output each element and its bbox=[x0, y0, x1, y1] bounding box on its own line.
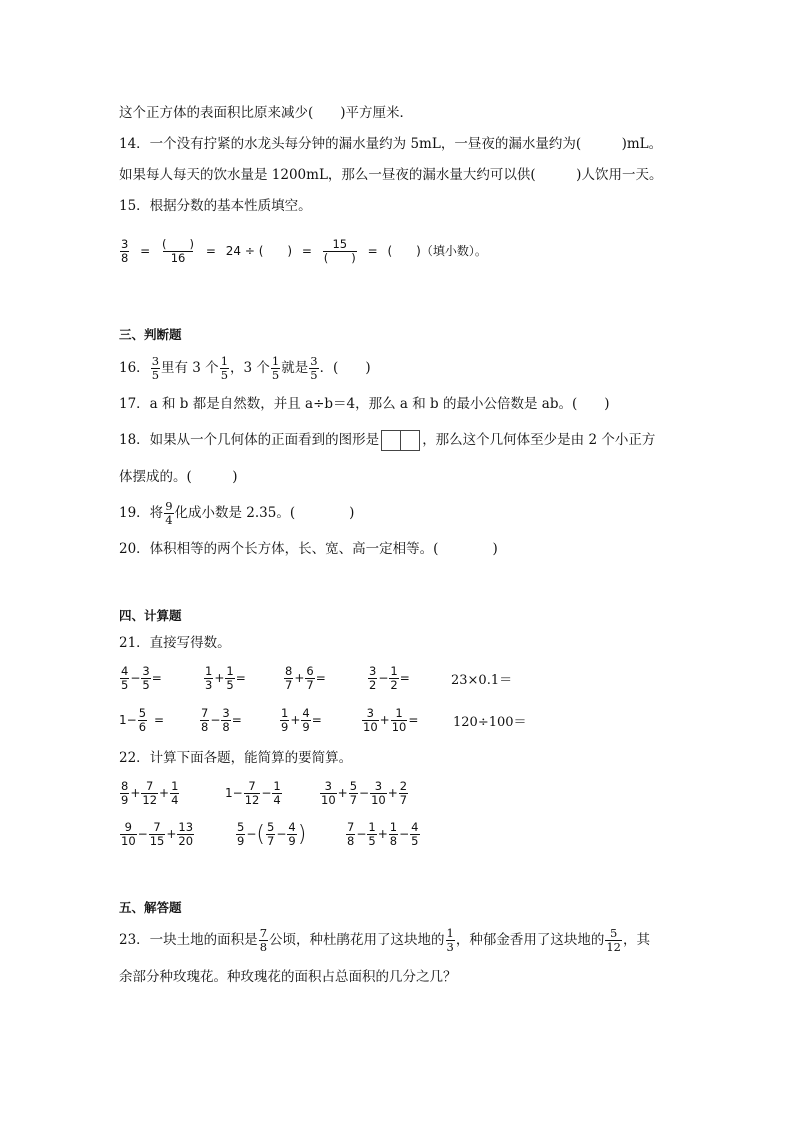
right-paren: ) bbox=[297, 821, 307, 847]
fraction: $\frac{7}{8}$ bbox=[259, 926, 268, 954]
decimal-blank: ( )（填小数）。 bbox=[387, 244, 487, 258]
question-18-line-1: 18．如果从一个几何体的正面看到的图形是 ，那么这个几何体至少是由 2 个小正方 bbox=[119, 429, 655, 451]
question-15-prompt: 15．根据分数的基本性质填空。 bbox=[119, 198, 312, 214]
question-23-line-1: 23．一块土地的面积是 $\frac{7}{8}$ 公顷，种杜鹃花用了这块地的 $\frac{1}{3}$ ，种郁金香用了这块地的 $\frac{5}{12}$ ，其 bbox=[119, 926, 650, 954]
fraction: $\frac{( )}{16}$ bbox=[162, 237, 195, 265]
question-15-equation bbox=[119, 232, 487, 270]
fraction: $\frac{1}{5}$ bbox=[271, 354, 280, 382]
section-title-judgment: 三、判断题 bbox=[119, 327, 182, 342]
fraction: $\frac{1}{5}$ bbox=[220, 354, 229, 382]
q21-expr: $\frac{3}{2}$ − $\frac{1}{2}$ = bbox=[369, 663, 410, 692]
q21-expr: $\frac{3}{10}$ + $\frac{1}{10}$ = bbox=[363, 705, 419, 734]
question-23-line-2: 余部分种玫瑰花。种玫瑰花的面积占总面积的几分之几？ bbox=[119, 969, 457, 985]
two-squares-figure-icon bbox=[381, 430, 420, 451]
question-18-line-2: 体摆成的。( ) bbox=[119, 469, 238, 485]
fraction: $\frac{1}{3}$ bbox=[446, 926, 454, 954]
question-14-line-1: 14．一个没有拧紧的水龙头每分钟的漏水量约为 5mL，一昼夜的漏水量约为( )mL。 bbox=[119, 136, 663, 152]
q21-expr: $\frac{8}{7}$ + $\frac{6}{7}$ = bbox=[285, 663, 326, 692]
question-20: 20．体积相等的两个长方体，长、宽、高一定相等。( ) bbox=[119, 541, 498, 557]
question-21-prompt: 21．直接写得数。 bbox=[119, 635, 231, 651]
equals-sign: = bbox=[205, 244, 216, 258]
question-13-tail: 这个正方体的表面积比原来减少( )平方厘米． bbox=[119, 105, 414, 121]
question-19: 19．将 $\frac{9}{4}$ 化成小数是 2.35。( ) bbox=[119, 499, 355, 527]
fraction: $\frac{3}{5}$ bbox=[310, 354, 318, 382]
q21-expr: $\frac{4}{5}$ − $\frac{3}{5}$ = bbox=[121, 663, 162, 692]
q22-expr: 1− $\frac{7}{12}$ − $\frac{1}{4}$ bbox=[225, 778, 281, 807]
section-title-solutions: 五、解答题 bbox=[119, 900, 182, 915]
q21-expr: 23×0.1＝ bbox=[451, 672, 513, 688]
fraction: $\frac{3}{5}$ bbox=[151, 354, 160, 382]
fraction: $\frac{5}{12}$ bbox=[606, 926, 621, 954]
section-title-calculation: 四、计算题 bbox=[119, 608, 182, 623]
q22-expr: $\frac{3}{10}$ + $\frac{5}{7}$ − $\frac{3}{10}$ + $\frac{2}{7}$ bbox=[321, 778, 408, 807]
question-16: 16． $\frac{3}{5}$ 里有 3 个 $\frac{1}{5}$ ，3 个 $\frac{1}{5}$ 就是 $\frac{3}{5}$ ．( ) bbox=[119, 354, 371, 382]
q22-expr: $\frac{8}{9}$ + $\frac{7}{12}$ + $\frac{1}{4}$ bbox=[121, 778, 179, 807]
question-17: 17．a 和 b 都是自然数，并且 a÷b＝4，那么 a 和 b 的最小公倍数是 ab。( ) bbox=[119, 396, 610, 412]
left-paren: ( bbox=[256, 821, 265, 847]
equals-sign: = bbox=[140, 244, 151, 258]
q21-expr: $\frac{1}{3}$ + $\frac{1}{5}$ = bbox=[205, 663, 246, 692]
equals-sign: = bbox=[367, 244, 378, 258]
q22-expr: $\frac{9}{10}$ − $\frac{7}{15}$ + $\frac{13}{20}$ bbox=[121, 819, 194, 848]
equals-sign: = bbox=[301, 244, 312, 258]
fraction: $\frac{9}{4}$ bbox=[165, 499, 173, 527]
q22-expr: $\frac{5}{9}$ − ( $\frac{5}{7}$ − $\frac{4}{9}$ ) bbox=[237, 819, 307, 848]
question-22-prompt: 22．计算下面各题，能简算的要简算。 bbox=[119, 750, 353, 766]
q21-expr: 1− $\frac{5}{6}$ = bbox=[119, 705, 165, 734]
division-blank: 24 ÷ ( ) bbox=[225, 244, 293, 258]
q21-expr: $\frac{1}{9}$ + $\frac{4}{9}$ = bbox=[281, 705, 322, 734]
question-14-line-2: 如果每人每天的饮水量是 1200mL，那么一昼夜的漏水量大约可以供( )人饮用一天。 bbox=[119, 167, 663, 183]
q22-expr: $\frac{7}{8}$ − $\frac{1}{5}$ + $\frac{1}{8}$ − $\frac{4}{5}$ bbox=[347, 819, 419, 848]
q21-expr: 120÷100＝ bbox=[453, 714, 527, 730]
fraction: $\frac{3}{8}$ bbox=[121, 237, 129, 265]
q21-expr: $\frac{7}{8}$ − $\frac{3}{8}$ = bbox=[201, 705, 242, 734]
fraction: $\frac{15}{( )}$ bbox=[323, 237, 356, 265]
